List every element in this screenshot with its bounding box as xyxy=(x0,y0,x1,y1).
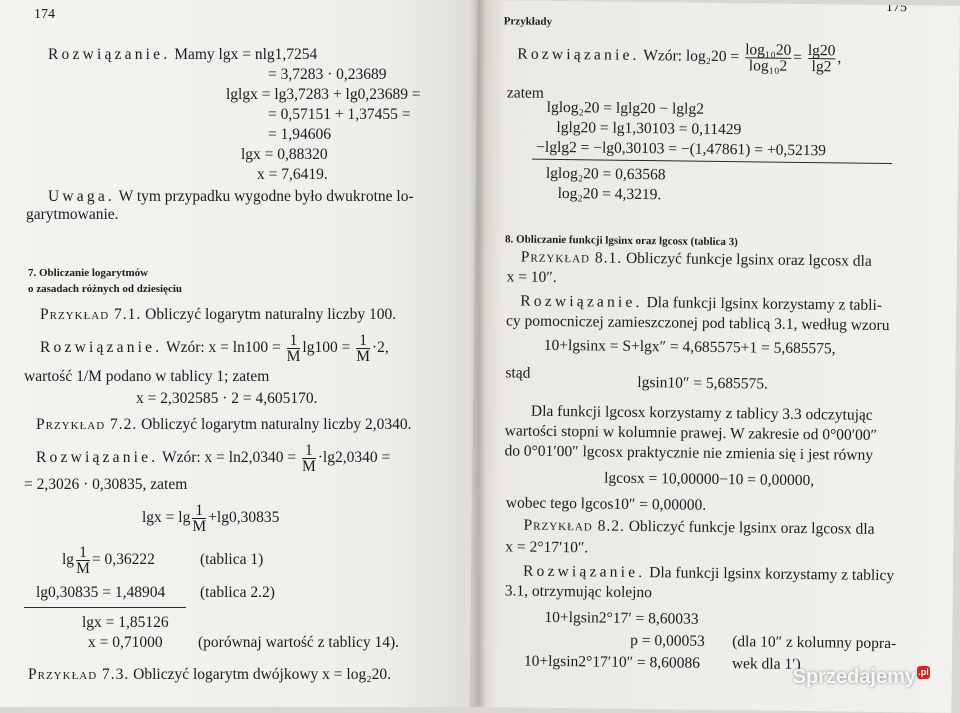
then-label: zatem xyxy=(506,84,544,102)
cos-para-3: do 0°01′00″ lgcosx praktycznie nie zmienia się i jest równy xyxy=(504,442,874,464)
fraction: $\frac{\text{log₁₀20}}{\text{log₁₀2}}$ xyxy=(745,41,792,75)
note-line-1 xyxy=(48,188,414,206)
example-text: Obliczyć logarytm dwójkowy x = log₂20. xyxy=(133,666,391,683)
solution-label: Rozwiązanie. xyxy=(40,339,163,356)
book-gutter-shadow xyxy=(470,0,486,707)
solution-line-1 xyxy=(48,46,317,64)
solution-text: Dla funkcji lgsinx korzystamy z tabli- xyxy=(646,294,883,314)
solution-text: Mamy lgx = nlg1,7254 xyxy=(174,46,318,63)
example-7-2 xyxy=(36,416,411,434)
calc-row-1: 10+lgsin2°17′ = 8,60033 xyxy=(544,608,699,628)
solution-8-1-line2: cy pomocniczej zamieszczonej pod tablicą 3.1, według wzoru xyxy=(505,312,890,335)
solution-8-2-line2: 3.1, otrzymując kolejno xyxy=(504,582,653,602)
example-label: Przykład 7.3. xyxy=(28,666,130,683)
eq-sin-1: 10+lgsinx = S+lgx″ = 4,685575+1 = 5,685575, xyxy=(543,336,836,358)
formula-part: Wzór: x = ln100 = xyxy=(165,339,281,356)
example-label: Przykład 7.1. xyxy=(40,306,142,323)
result-7-1: x = 2,302585 · 2 = 4,605170. xyxy=(136,390,318,407)
eq-line-4: lglog₂20 = 0,63568 xyxy=(545,164,666,184)
then-line: = 2,3026 · 0,30835, zatem xyxy=(24,476,188,493)
solution-7-1 xyxy=(40,330,389,366)
solution-label: Rozwiązanie. xyxy=(520,292,643,312)
formula-part: lg100 = xyxy=(302,339,351,356)
calc-row-3-note: wek dla 1′) xyxy=(731,655,801,673)
formula-part: ·2, xyxy=(372,339,389,356)
calc-line-2: = 3,7283 · 0,23689 xyxy=(268,66,387,83)
example-label: Przykład 7.2. xyxy=(36,416,138,433)
calc-line-4: = 0,57151 + 1,37455 = xyxy=(268,106,411,123)
solution-label: Rozwiązanie. xyxy=(36,449,159,466)
section-7-title: 7. Obliczanie logarytmów xyxy=(28,267,149,279)
left-page-number: 174 xyxy=(34,7,55,22)
lgx-formula: lgx = lg $\frac{1}{M}$ +lg0,30835 xyxy=(142,501,280,535)
cos-para-2: wartości stopni w kolumnie prawej. W zakresie od 0°00′00″ xyxy=(504,422,878,444)
solution-8-1 xyxy=(520,293,882,315)
fraction: $\frac{1}{M}$ xyxy=(356,331,370,365)
table-row-4: x = 0,71000 xyxy=(88,634,163,651)
sum-rule xyxy=(24,607,186,608)
formula-part: ·lg2,0340 = xyxy=(317,449,391,466)
calc-line-3: lglgx = lg3,7283 + lg0,23689 = xyxy=(226,86,421,103)
example-8-1-line2: x = 10″. xyxy=(506,268,557,286)
fraction: $\frac{1}{M}$ xyxy=(301,441,316,475)
calc-row-2-note: (dla 10″ z kolumny popra- xyxy=(732,633,897,653)
cos-para-1: Dla funkcji lgcosx korzystamy z tablicy 3.3 odczytując xyxy=(530,402,873,424)
eq-line-5: log₂20 = 4,3219. xyxy=(557,184,662,204)
solution-label: Rozwiązanie. xyxy=(517,45,640,64)
solution-8-2 xyxy=(523,563,894,586)
table-row-1: lg $\frac{1}{M}$ = 0,36222 xyxy=(62,543,155,577)
example-label: Przykład 8.1. xyxy=(520,248,623,267)
solution-label: Rozwiązanie. xyxy=(48,46,171,63)
calc-row-2: p = 0,00053 xyxy=(630,631,705,650)
example-7-1 xyxy=(40,306,396,324)
sum-rule xyxy=(532,159,892,164)
solution-7-2 xyxy=(36,440,390,476)
example-text: Obliczyć funkcje lgsinx oraz lgcosx dla xyxy=(625,249,872,270)
eq-line-2: lglg20 = lg1,30103 = 0,11429 xyxy=(556,118,742,139)
note-label: Uwaga. xyxy=(48,188,115,205)
table-note-4: (porównaj wartość z tablicy 14). xyxy=(198,634,400,651)
table-row-3: lgx = 1,85126 xyxy=(82,614,169,631)
watermark-logo: Sprzedajemy .pl xyxy=(792,666,929,688)
example-8-2 xyxy=(523,517,874,539)
running-header: Przykłady xyxy=(503,15,553,28)
note-line-2: garytmowanie. xyxy=(26,206,119,223)
fraction: $\frac{1}{M}$ xyxy=(76,543,90,577)
calc-line-6: lgx = 0,88320 xyxy=(241,146,328,163)
left-page xyxy=(0,0,478,707)
value-note: wartość 1/M podano w tablicy 1; zatem xyxy=(24,368,270,385)
example-7-3 xyxy=(28,666,391,684)
eq-line-1: lglog₂20 = lglg20 − lglg2 xyxy=(546,98,705,118)
calc-line-5: = 1,94606 xyxy=(268,126,331,143)
example-8-1 xyxy=(521,249,872,271)
example-8-2-line2: x = 2°17′10″. xyxy=(505,538,589,557)
eq-line-3: −lglg2 = −lg0,30103 = −(1,47861) = +0,52139 xyxy=(536,138,827,160)
eq-cos-2: wobec tego lgcos10″ = 0,00000. xyxy=(505,494,707,514)
right-page-number: 175 xyxy=(885,0,908,16)
calc-line-7: x = 7,6419. xyxy=(257,166,328,183)
section-8-title: 8. Obliczanie funkcji lgsinx oraz lgcosx (tablica 3) xyxy=(505,233,738,249)
formula-part: Wzór: x = ln2,0340 = xyxy=(161,449,297,466)
note-text: W tym przypadku wygodne było dwukrotne lo- xyxy=(118,188,414,205)
solution-7-3: Rozwiązanie. Wzór: log₂20 = $\frac{\text{log₁₀20}}{\text{log₁₀2}}$ = $\frac{\lg 20}{\lg 2}$ , xyxy=(517,41,842,76)
fraction: $\frac{\lg 20}{\lg 2}$ xyxy=(807,41,836,76)
solution-text: Dla funkcji lgsinx korzystamy z tablicy xyxy=(649,564,895,585)
example-label: Przykład 8.2. xyxy=(523,516,625,535)
calc-row-3: 10+lgsin2°17′10″ = 8,60086 xyxy=(523,652,701,672)
right-page xyxy=(469,0,960,713)
table-note-2: (tablica 2.2) xyxy=(200,584,275,601)
eq-sin-2: lgsin10″ = 5,685575. xyxy=(637,373,769,393)
eq-cos-1: lgcosx = 10,00000−10 = 0,00000, xyxy=(604,469,815,490)
hence-label: stąd xyxy=(505,364,531,382)
table-note-1: (tablica 1) xyxy=(200,551,264,568)
fraction: $\frac{1}{M}$ xyxy=(192,501,207,535)
example-text: Obliczyć funkcje lgsinx oraz lgcosx dla xyxy=(628,517,875,538)
example-text: Obliczyć logarytm naturalny liczby 2,0340. xyxy=(141,416,412,433)
solution-label: Rozwiązanie. xyxy=(522,562,646,582)
table-row-2: lg0,30835 = 1,48904 xyxy=(36,584,166,601)
section-7-subtitle: o zasadach różnych od dziesięciu xyxy=(28,283,182,295)
example-text: Obliczyć logarytm naturalny liczby 100. xyxy=(145,306,397,323)
fraction: $\frac{1}{M}$ xyxy=(286,331,301,365)
